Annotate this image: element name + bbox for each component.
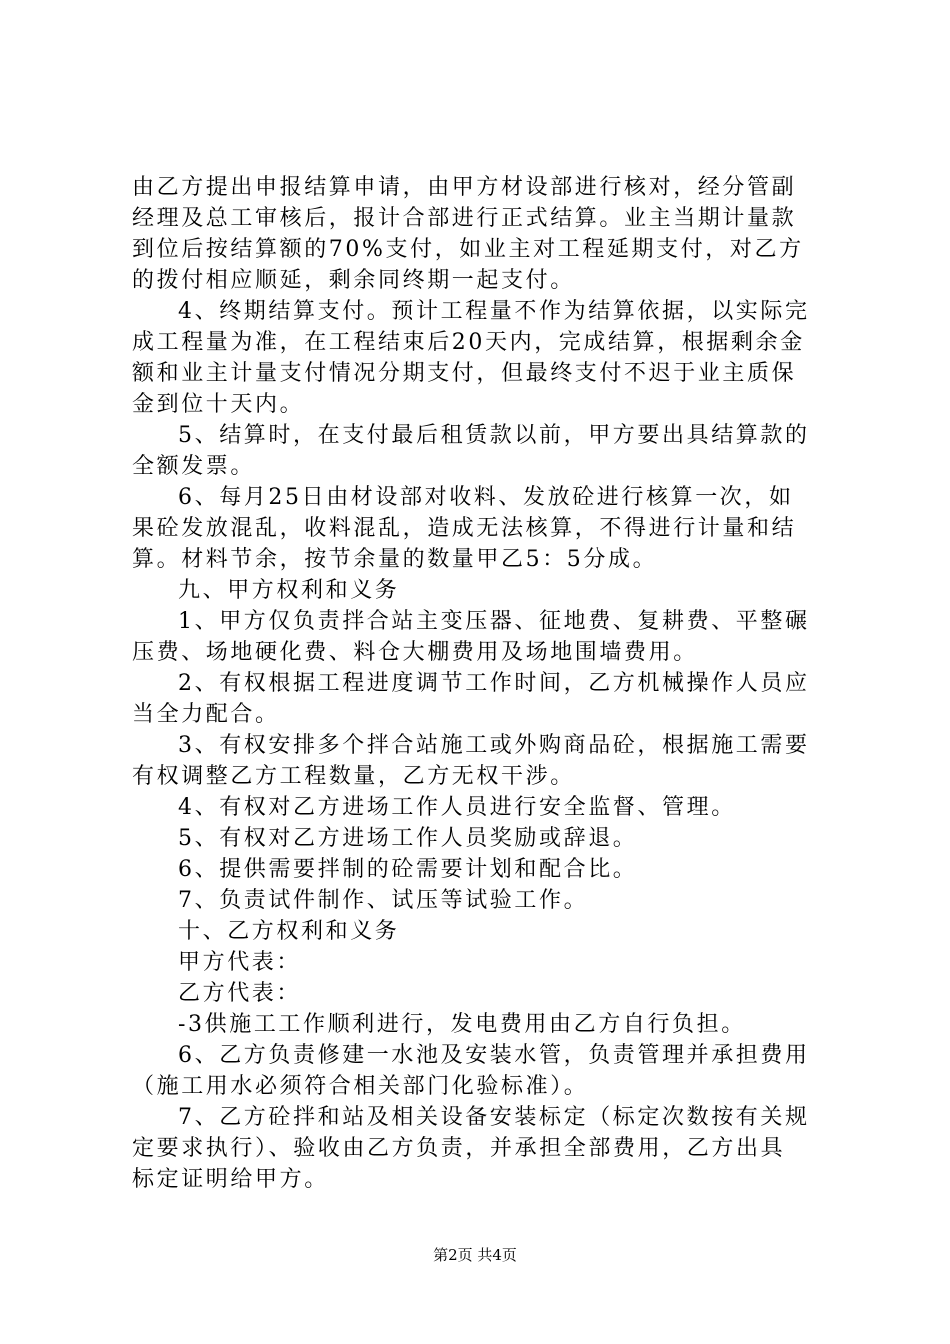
text-line: 经理及总工审核后，报计合部进行正式结算。业主当期计量款	[132, 206, 797, 231]
text-line: 7、乙方砼拌和站及相关设备安装标定（标定次数按有关规	[178, 1105, 810, 1130]
text-line: 金到位十天内。	[132, 392, 305, 417]
text-line: 4、有权对乙方进场工作人员进行安全监督、管理。	[178, 795, 736, 820]
text-line: 到位后按结算额的70%支付，如业主对工程延期支付，对乙方	[132, 237, 804, 262]
text-line: 3、有权安排多个拌合站施工或外购商品砼，根据施工需要	[178, 733, 810, 758]
text-line: 的拨付相应顺延，剩余同终期一起支付。	[132, 268, 575, 293]
page-footer: 第2页 共4页	[433, 1246, 517, 1264]
text-line: 5、结算时，在支付最后租赁款以前，甲方要出具结算款的	[178, 423, 810, 448]
text-line: （施工用水必须符合相关部门化验标准）。	[132, 1074, 589, 1099]
text-line: 6、每月25日由材设部对收料、发放砼进行核算一次，如	[178, 485, 794, 510]
text-line: -3供施工工作顺利进行，发电费用由乙方自行负担。	[178, 1012, 746, 1037]
text-line: 十、乙方权利和义务	[178, 919, 400, 944]
text-line: 5、有权对乙方进场工作人员奖励或辞退。	[178, 826, 638, 851]
text-line: 4、终期结算支付。预计工程量不作为结算依据，以实际完	[178, 299, 810, 324]
text-line: 甲方代表：	[178, 950, 302, 975]
text-line: 有权调整乙方工程数量，乙方无权干涉。	[132, 764, 575, 789]
text-line: 九、甲方权利和义务	[178, 578, 400, 603]
text-line: 算。材料节余，按节余量的数量甲乙5：5分成。	[132, 547, 658, 572]
text-line: 2、有权根据工程进度调节工作时间，乙方机械操作人员应	[178, 671, 810, 696]
text-line: 6、乙方负责修建一水池及安装水管，负责管理并承担费用	[178, 1043, 810, 1068]
text-line: 额和业主计量支付情况分期支付，但最终支付不迟于业主质保	[132, 361, 797, 386]
text-line: 标定证明给甲方。	[132, 1167, 329, 1192]
text-line: 7、负责试件制作、试压等试验工作。	[178, 888, 589, 913]
text-line: 成工程量为准，在工程结束后20天内，完成结算，根据剩余金	[132, 330, 805, 355]
text-line: 定要求执行）、验收由乙方负责，并承担全部费用，乙方出具	[132, 1136, 786, 1161]
text-line: 果砼发放混乱，收料混乱，造成无法核算，不得进行计量和结	[132, 516, 797, 541]
text-line: 压费、场地硬化费、料仓大棚费用及场地围墙费用。	[132, 640, 698, 665]
text-line: 1、甲方仅负责拌合站主变压器、征地费、复耕费、平整碾	[178, 609, 810, 634]
text-line: 由乙方提出申报结算申请，由甲方材设部进行核对，经分管副	[132, 175, 797, 200]
text-line: 乙方代表：	[178, 981, 302, 1006]
document-body	[132, 172, 832, 1195]
text-line: 6、提供需要拌制的砼需要计划和配合比。	[178, 857, 638, 882]
text-line: 全额发票。	[132, 454, 256, 479]
text-line: 当全力配合。	[132, 702, 280, 727]
